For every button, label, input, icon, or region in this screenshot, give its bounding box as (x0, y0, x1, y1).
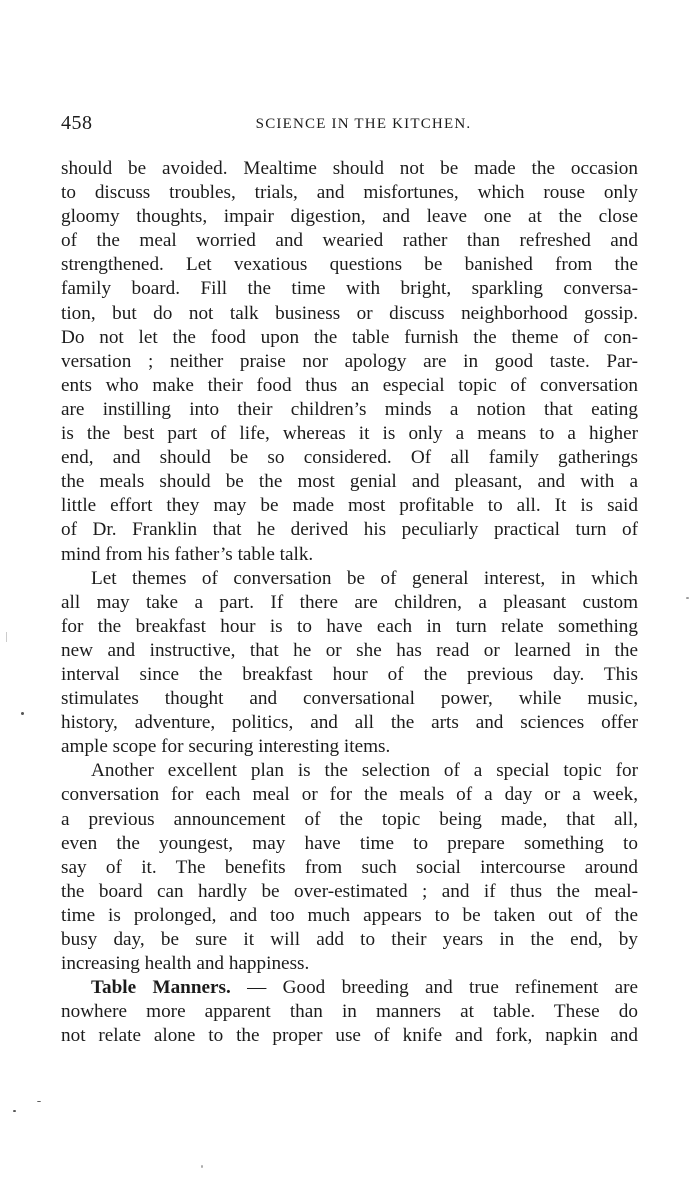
text-line: are instilling into their children’s minds a notion that eating (61, 398, 638, 420)
text-line: interval since the breakfast hour of the previous day. This (61, 663, 638, 685)
paragraph (61, 976, 638, 1048)
text-line: increasing health and happiness. (61, 953, 310, 975)
text-line: conversation for each meal or for the meals of a day or a week, (61, 784, 638, 806)
text-line: mind from his father’s table talk. (61, 543, 314, 565)
text-line: ents who make their food thus an especial topic of conversation (61, 374, 638, 396)
body-text (61, 157, 638, 1048)
text-line: ample scope for securing interesting items. (61, 736, 391, 758)
text-line: little effort they may be made most profitable to all. It is said (61, 495, 638, 517)
text-line: all may take a part. If there are children, a pleasant custom (61, 591, 638, 613)
text-line: strengthened. Let vexatious questions be banished from the (61, 254, 638, 276)
paragraph (61, 759, 638, 976)
text-line: the board can hardly be over-estimated ; and if thus the meal- (61, 880, 638, 902)
text-line: time is prolonged, and too much appears to be taken out of the (61, 904, 638, 926)
heading-line-text: — Good breeding and true refinement are (230, 977, 638, 999)
text-line: of Dr. Franklin that he derived his peculiarly practical turn of (61, 519, 638, 541)
scan-speck (6, 632, 7, 642)
paragraph (61, 157, 638, 567)
text-line: a previous announcement of the topic being made, that all, (61, 808, 638, 830)
page-number: 458 (61, 112, 93, 134)
text-line: end, and should be so considered. Of all family gatherings (61, 447, 638, 469)
running-head: SCIENCE IN THE KITCHEN. (255, 116, 472, 132)
section-heading: Table Manners. (91, 977, 231, 999)
text-line: stimulates thought and conversational power, while music, (61, 688, 638, 710)
page-header (61, 112, 638, 142)
text-line (61, 976, 638, 1000)
text-line: busy day, be sure it will add to their years in the end, by (61, 929, 638, 950)
text-line: the meals should be the most genial and pleasant, and with a (61, 471, 638, 493)
scan-speck (37, 1101, 41, 1102)
scan-speck (686, 597, 689, 599)
text-line: versation ; neither praise nor apology are in good taste. Par- (61, 350, 638, 372)
text-line: Let themes of conversation be of general interest, in which (91, 567, 638, 589)
text-line: not relate alone to the proper use of knife and fork, napkin and (61, 1025, 638, 1047)
scan-speck (21, 712, 24, 715)
scan-speck (201, 1165, 203, 1168)
text-line: nowhere more apparent than in manners at table. These do (61, 1001, 638, 1023)
text-line: to discuss troubles, trials, and misfortunes, which rouse only (61, 182, 638, 204)
scan-speck (13, 1110, 16, 1112)
text-line: even the youngest, may have time to prepare something to (61, 832, 638, 854)
text-line: Do not let the food upon the table furnish the theme of con- (61, 326, 638, 348)
text-line: new and instructive, that he or she has read or learned in the (61, 639, 638, 661)
text-line: Another excellent plan is the selection of a special topic for (91, 760, 638, 782)
text-line: gloomy thoughts, impair digestion, and leave one at the close (61, 206, 638, 228)
text-line: tion, but do not talk business or discuss neighborhood gossip. (61, 302, 638, 324)
text-line: should be avoided. Mealtime should not be made the occasion (61, 158, 638, 179)
paragraph (61, 567, 638, 760)
text-line: history, adventure, politics, and all the arts and sciences offer (61, 712, 638, 734)
text-line: of the meal worried and wearied rather than refreshed and (61, 230, 638, 252)
text-line: say of it. The benefits from such social intercourse around (61, 856, 638, 878)
text-line: family board. Fill the time with bright, sparkling conversa- (61, 278, 638, 300)
text-line: for the breakfast hour is to have each in turn relate something (61, 615, 638, 637)
text-line: is the best part of life, whereas it is only a means to a higher (61, 423, 638, 445)
